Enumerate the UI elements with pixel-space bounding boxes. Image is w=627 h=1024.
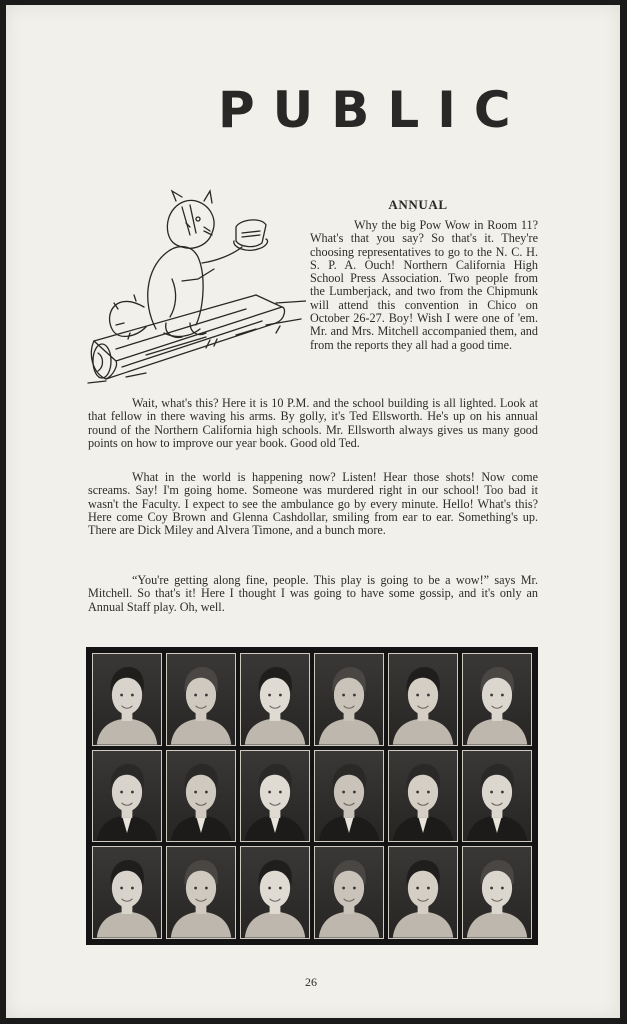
page-title: PUBLIC — [218, 81, 529, 139]
portrait-photo — [92, 846, 162, 939]
portrait-figure — [93, 751, 161, 842]
chipmunk-drawing — [86, 183, 306, 393]
paragraph-3: What in the world is happening now? Listen! Hear those shots! Now come screams. Say! I'm going home. Someone was murdered right in our school! Too bad it wasn't the Faculty. I expect to see the ambulance go by every minute. Hello! What's this? Here come Coy Brown and Glenna Cashdollar, smiling from ear to ear. Something's up. There are Dick Miley and Alvera Timone, and a bunch more. — [88, 470, 538, 538]
portrait-figure — [315, 654, 383, 745]
yearbook-page — [6, 5, 620, 1018]
portrait-photo — [240, 750, 310, 843]
portrait-photo — [166, 846, 236, 939]
portrait-photo — [314, 750, 384, 843]
portrait-figure — [167, 654, 235, 745]
portrait-figure — [241, 847, 309, 938]
portrait-figure — [389, 654, 457, 745]
portrait-figure — [167, 847, 235, 938]
portrait-photo — [388, 750, 458, 843]
portrait-figure — [241, 654, 309, 745]
portrait-figure — [241, 751, 309, 842]
portrait-photo — [92, 750, 162, 843]
chipmunk-illustration — [86, 183, 306, 393]
paragraph-1: Why the big Pow Wow in Room 11? What's that you say? So that's it. They're choosing representatives to go to the N. C. H. S. P. A. Ouch! Northern California High School Press Association. Two people from the Lumberjack, and two from the Chipmunk will attend this convention in Chico on October 26-27. Boy! Wish I were one of 'em. Mr. and Mrs. Mitchell accompanied them, and from the reports they all had a good time. — [310, 218, 538, 352]
staff-portrait-grid — [86, 647, 538, 945]
portrait-photo — [92, 653, 162, 746]
portrait-figure — [389, 847, 457, 938]
page-number: 26 — [305, 975, 317, 989]
portrait-figure — [167, 751, 235, 842]
portrait-figure — [463, 847, 531, 938]
portrait-photo — [314, 846, 384, 939]
portrait-photo — [388, 653, 458, 746]
portrait-photo — [462, 750, 532, 843]
portrait-photo — [388, 846, 458, 939]
portrait-photo — [314, 653, 384, 746]
portrait-figure — [463, 654, 531, 745]
portrait-figure — [463, 751, 531, 842]
portrait-photo — [240, 653, 310, 746]
portrait-figure — [389, 751, 457, 842]
paragraph-4: “You're getting along fine, people. This play is going to be a wow!” says Mr. Mitchell. So that's it! Here I thought I was going to have some gossip, and it's only an Annual Staff play. Oh, well. — [88, 573, 538, 614]
portrait-figure — [93, 654, 161, 745]
portrait-photo — [240, 846, 310, 939]
portrait-figure — [315, 847, 383, 938]
portrait-photo — [462, 653, 532, 746]
portrait-photo — [166, 653, 236, 746]
paragraph-2: Wait, what's this? Here it is 10 P.M. and the school building is all lighted. Look at that fellow in there waving his arms. By golly, it's Ted Ellsworth. He's up on his annual round of the Northern California high schools. Mr. Ellsworth always gives us many good points on how to improve our year book. Good old Ted. — [88, 396, 538, 450]
portrait-figure — [93, 847, 161, 938]
portrait-photo — [166, 750, 236, 843]
portrait-figure — [315, 751, 383, 842]
section-heading: ANNUAL — [388, 197, 448, 212]
portrait-photo — [462, 846, 532, 939]
